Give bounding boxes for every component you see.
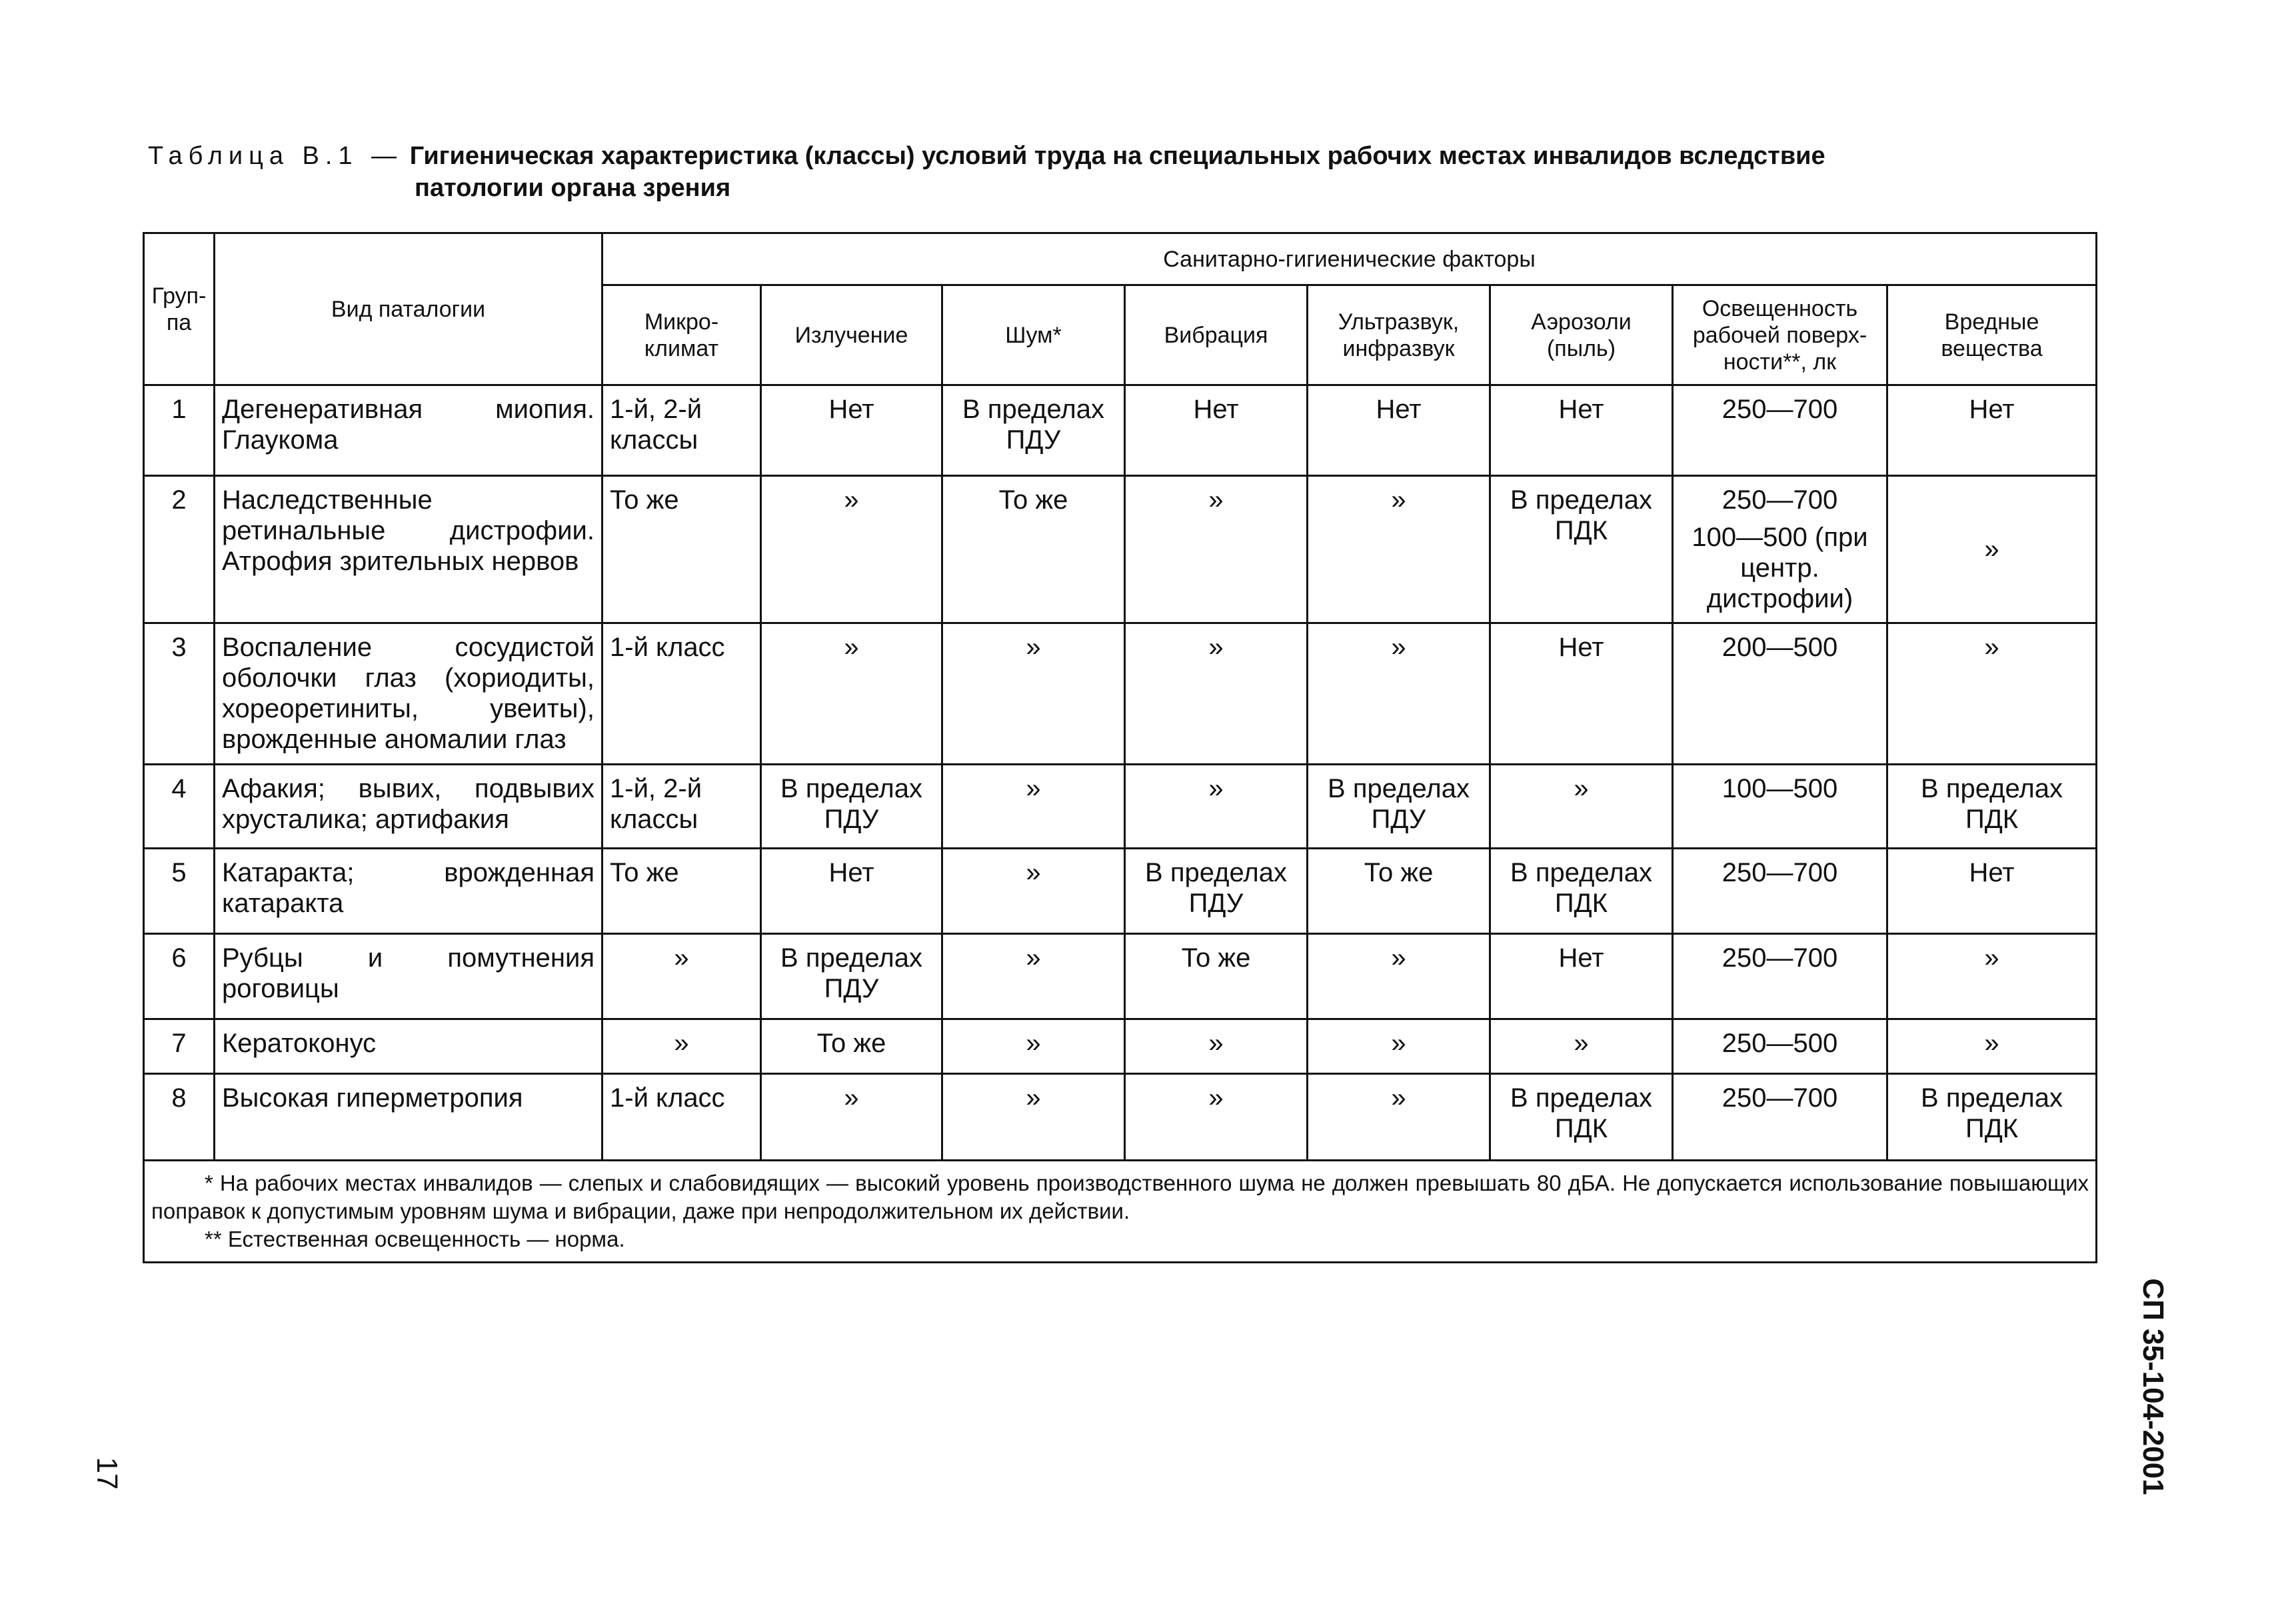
cell-ultrasound: »	[1308, 934, 1490, 1019]
cell-pathology: Дегенеративная миопия. Глаукома	[215, 385, 602, 476]
cell-pathology: Высокая гиперметропия	[215, 1074, 602, 1161]
cell-noise: В пределах ПДУ	[942, 385, 1125, 476]
header-illumination: Освещенность рабочей поверх-ности**, лк	[1673, 285, 1887, 385]
cell-pathology: Рубцы и помутнения роговицы	[215, 934, 602, 1019]
cell-illumination	[1673, 623, 1887, 765]
cell-illumination	[1673, 765, 1887, 849]
cell-aerosols: Нет	[1490, 934, 1673, 1019]
cell-illumination	[1673, 476, 1887, 623]
footnotes-row	[144, 1161, 2097, 1263]
illumination-value: 250—700	[1722, 943, 1838, 973]
illumination-value: 250—700	[1722, 858, 1838, 887]
cell-ultrasound: То же	[1308, 849, 1490, 934]
cell-ultrasound: »	[1308, 623, 1490, 765]
cell-harmful: Нет	[1887, 849, 2097, 934]
cell-radiation: Нет	[761, 385, 942, 476]
header-noise: Шум*	[942, 285, 1125, 385]
cell-illumination	[1673, 849, 1887, 934]
cell-harmful: »	[1887, 623, 2097, 765]
cell-radiation: В пределах ПДУ	[761, 765, 942, 849]
illumination-value: 250—700	[1722, 395, 1838, 424]
table-row	[144, 849, 2097, 934]
cell-microclimate: То же	[602, 476, 761, 623]
cell-illumination	[1673, 385, 1887, 476]
footnotes	[144, 1161, 2097, 1263]
header-factors: Санитарно-гигиенические факторы	[602, 233, 2097, 285]
cell-microclimate: 1-й класс	[602, 1074, 761, 1161]
table-row	[144, 1019, 2097, 1074]
cell-radiation: Нет	[761, 849, 942, 934]
cell-harmful: »	[1887, 1019, 2097, 1074]
cell-illumination	[1673, 934, 1887, 1019]
table-row	[144, 1074, 2097, 1161]
table-row	[144, 623, 2097, 765]
cell-noise: »	[942, 1074, 1125, 1161]
document-code	[2126, 1253, 2179, 1520]
cell-ultrasound: Нет	[1308, 385, 1490, 476]
illumination-value: 200—500	[1722, 633, 1838, 662]
cell-radiation: »	[761, 623, 942, 765]
cell-microclimate: То же	[602, 849, 761, 934]
cell-noise: »	[942, 765, 1125, 849]
cell-aerosols: Нет	[1490, 385, 1673, 476]
table-row	[144, 934, 2097, 1019]
cell-vibration: »	[1125, 1019, 1308, 1074]
cell-noise: »	[942, 934, 1125, 1019]
illumination-value: 250—700	[1722, 1083, 1838, 1113]
cell-harmful: »	[1887, 934, 2097, 1019]
cell-harmful: В пределах ПДК	[1887, 765, 2097, 849]
cell-illumination	[1673, 1074, 1887, 1161]
footnote-illumination: ** Естественная освещенность — норма.	[205, 1227, 625, 1251]
cell-group: 8	[144, 1074, 215, 1161]
illumination-value: 250—500	[1722, 1029, 1838, 1058]
cell-group: 5	[144, 849, 215, 934]
table-caption-prefix: Таблица В.1 —	[148, 142, 403, 170]
cell-aerosols: В пределах ПДК	[1490, 1074, 1673, 1161]
cell-aerosols: »	[1490, 1019, 1673, 1074]
page-number	[87, 1447, 127, 1500]
cell-pathology: Воспаление сосудистой оболочки глаз (хориодиты, хореоретиниты, увеиты), врожденные аномалии глаз	[215, 623, 602, 765]
cell-group: 3	[144, 623, 215, 765]
illumination-value: 100—500	[1722, 774, 1838, 803]
cell-pathology: Кератоконус	[215, 1019, 602, 1074]
table-caption-title: Гигиеническая характеристика (классы) условий труда на специальных рабочих местах инвалидов вследствие	[409, 142, 1825, 170]
header-harmful: Вредные вещества	[1887, 285, 2097, 385]
cell-group: 4	[144, 765, 215, 849]
cell-radiation: То же	[761, 1019, 942, 1074]
document-code-text: СП 35-104-2001	[2137, 1278, 2169, 1495]
cell-vibration: Нет	[1125, 385, 1308, 476]
cell-radiation: В пределах ПДУ	[761, 934, 942, 1019]
cell-microclimate: 1-й, 2-й классы	[602, 765, 761, 849]
cell-group: 1	[144, 385, 215, 476]
cell-vibration: »	[1125, 765, 1308, 849]
cell-radiation: »	[761, 1074, 942, 1161]
cell-microclimate: »	[602, 934, 761, 1019]
cell-pathology: Наследственные ретинальные дистрофии. Атрофия зрительных нервов	[215, 476, 602, 623]
cell-noise: »	[942, 623, 1125, 765]
header-microclimate: Микро-климат	[602, 285, 761, 385]
cell-group: 2	[144, 476, 215, 623]
cell-noise: То же	[942, 476, 1125, 623]
cell-aerosols: В пределах ПДК	[1490, 849, 1673, 934]
cell-pathology: Афакия; вывих, подвывих хрусталика; артифакия	[215, 765, 602, 849]
illumination-extra: 100—500 (при центр. дистрофии)	[1692, 523, 1868, 613]
cell-vibration: В пределах ПДУ	[1125, 849, 1308, 934]
cell-ultrasound: »	[1308, 1074, 1490, 1161]
cell-microclimate: »	[602, 1019, 761, 1074]
table-caption-title-cont: патологии органа зрения	[415, 174, 731, 202]
header-vibration: Вибрация	[1125, 285, 1308, 385]
cell-aerosols: В пределах ПДК	[1490, 476, 1673, 623]
cell-ultrasound: »	[1308, 1019, 1490, 1074]
header-aerosols: Аэрозоли (пыль)	[1490, 285, 1673, 385]
page-number-text: 17	[91, 1457, 123, 1490]
cell-vibration: »	[1125, 476, 1308, 623]
cell-group: 6	[144, 934, 215, 1019]
cell-noise: »	[942, 849, 1125, 934]
table-row	[144, 765, 2097, 849]
cell-harmful: В пределах ПДК	[1887, 1074, 2097, 1161]
cell-group: 7	[144, 1019, 215, 1074]
cell-aerosols: Нет	[1490, 623, 1673, 765]
header-radiation: Излучение	[761, 285, 942, 385]
illumination-value: 250—700	[1722, 485, 1838, 515]
cell-vibration: »	[1125, 623, 1308, 765]
cell-ultrasound: В пределах ПДУ	[1308, 765, 1490, 849]
hygiene-table	[143, 232, 2097, 1263]
cell-microclimate: 1-й класс	[602, 623, 761, 765]
cell-ultrasound: »	[1308, 476, 1490, 623]
footnote-noise: * На рабочих местах инвалидов — слепых и слабовидящих — высокий уровень производственного шума не должен превышать 80 дБА. Не допускается использование повышающих поправок к допустимым уровням шума и вибрации, даже при непродолжительном их действии.	[151, 1171, 2089, 1223]
header-group: Груп-па	[144, 233, 215, 385]
cell-vibration: То же	[1125, 934, 1308, 1019]
cell-radiation: »	[761, 476, 942, 623]
cell-pathology: Катаракта; врожденная катаракта	[215, 849, 602, 934]
cell-noise: »	[942, 1019, 1125, 1074]
header-ultrasound: Ультразвук, инфразвук	[1308, 285, 1490, 385]
table-row	[144, 385, 2097, 476]
table-caption	[148, 140, 2094, 204]
cell-vibration: »	[1125, 1074, 1308, 1161]
header-pathology: Вид паталогии	[215, 233, 602, 385]
cell-harmful: »	[1887, 476, 2097, 623]
table-row	[144, 476, 2097, 623]
cell-illumination	[1673, 1019, 1887, 1074]
cell-microclimate: 1-й, 2-й классы	[602, 385, 761, 476]
cell-harmful: Нет	[1887, 385, 2097, 476]
cell-aerosols: »	[1490, 765, 1673, 849]
